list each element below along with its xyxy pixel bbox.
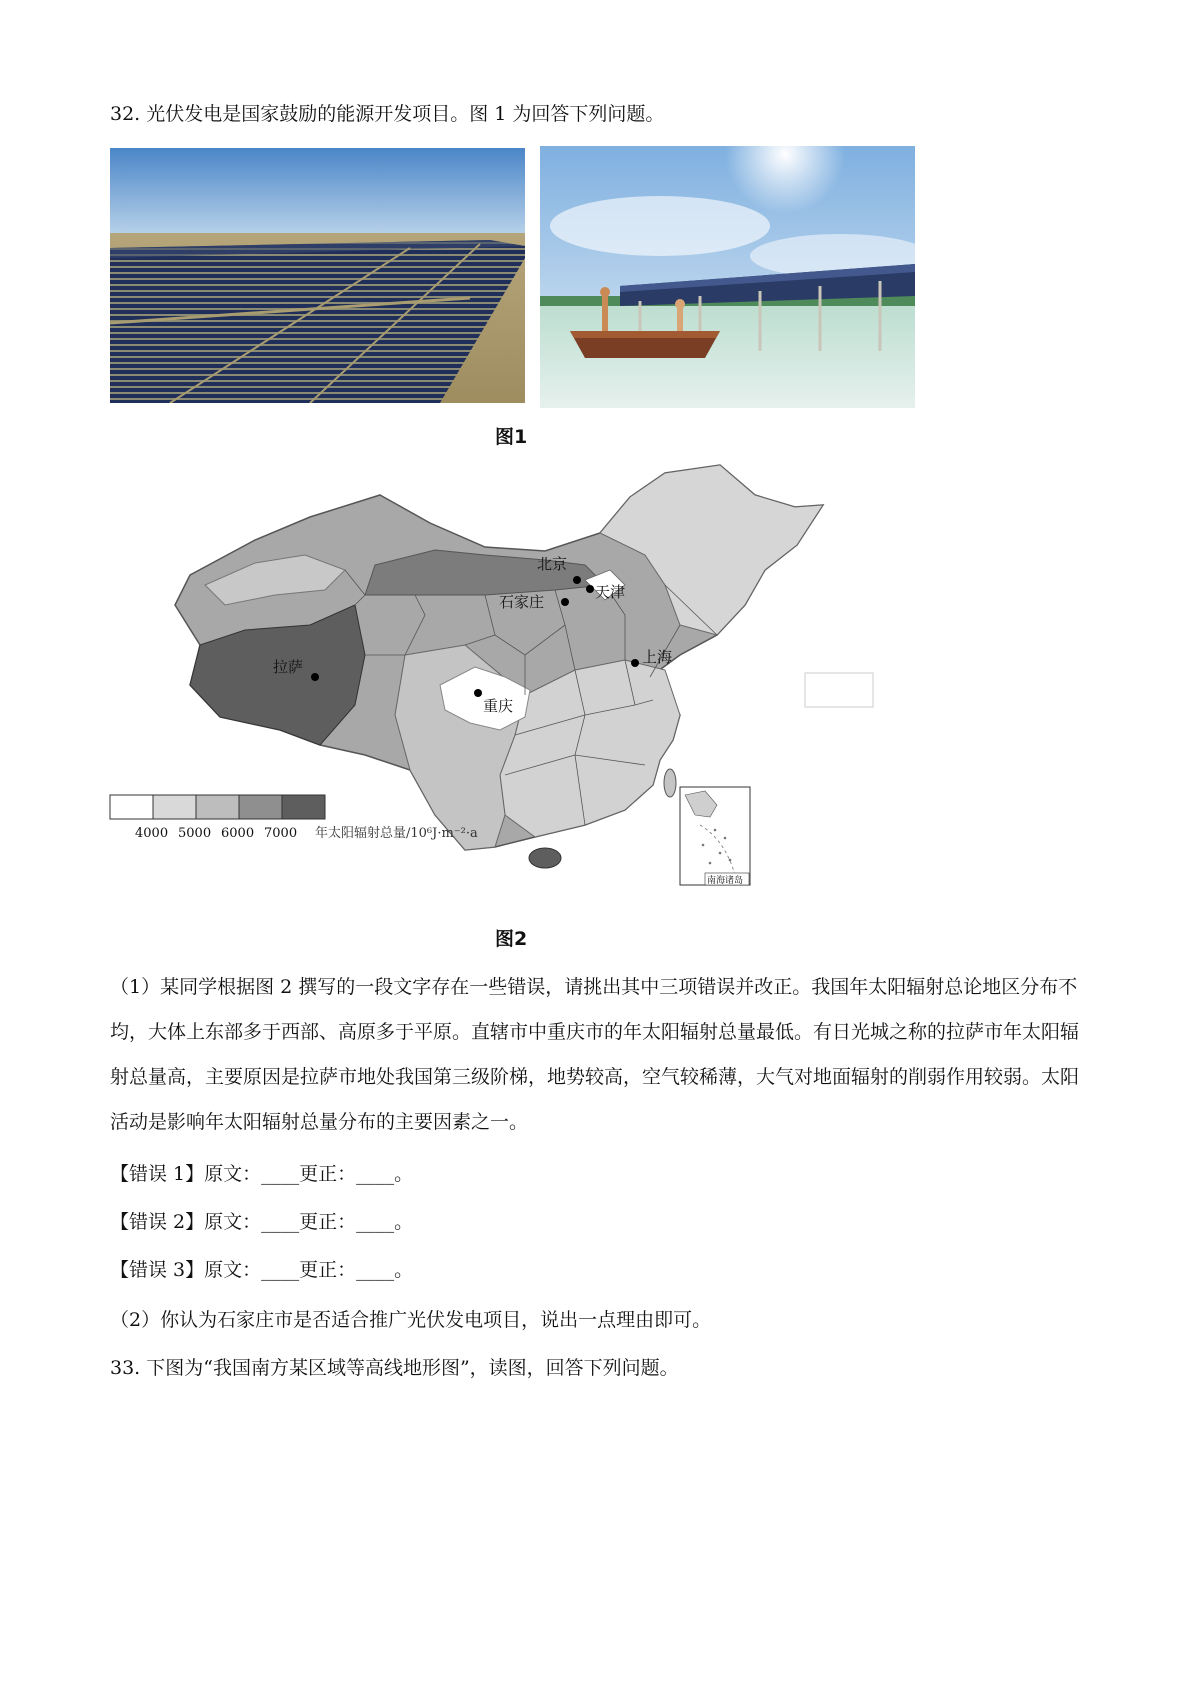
tianjin-dot bbox=[586, 585, 594, 593]
figure-1-caption: 图1 bbox=[495, 426, 528, 448]
city-label-lhasa: 拉萨 bbox=[273, 658, 304, 676]
shijiazhuang-dot bbox=[561, 598, 569, 606]
shanghai-dot bbox=[631, 659, 639, 667]
inset-label: 南海诸岛 bbox=[707, 876, 744, 886]
blank-label-box bbox=[805, 673, 873, 707]
legend-title: 年太阳辐射总量/10⁶J·m⁻²·a bbox=[315, 826, 478, 841]
city-label-chongqing: 重庆 bbox=[483, 697, 514, 715]
hainan-island bbox=[529, 848, 561, 868]
figure-2-caption: 图2 bbox=[495, 928, 528, 950]
legend-tick-5000: 5000 bbox=[178, 826, 212, 841]
error-1-line: 【错误 1】原文：____更正：____。 bbox=[110, 1163, 414, 1185]
city-label-shanghai: 上海 bbox=[642, 648, 673, 666]
south-china-sea-inset bbox=[680, 787, 750, 886]
legend-tick-4000: 4000 bbox=[135, 826, 169, 841]
legend-tick-7000: 7000 bbox=[264, 826, 298, 841]
lhasa-dot bbox=[311, 673, 319, 681]
legend-swatch-4 bbox=[239, 795, 282, 819]
fishery-solar-illustration bbox=[540, 146, 915, 408]
chongqing-dot bbox=[474, 689, 482, 697]
radiation-legend bbox=[110, 795, 478, 841]
legend-swatch-3 bbox=[196, 795, 239, 819]
part-2-text: （2）你认为石家庄市是否适合推广光伏发电项目，说出一点理由即可。 bbox=[110, 1309, 712, 1331]
city-label-beijing: 北京 bbox=[537, 555, 568, 573]
question-32-stem: 32. 光伏发电是国家鼓励的能源开发项目。图 1 为回答下列问题。 bbox=[110, 103, 665, 125]
error-3-line: 【错误 3】原文：____更正：____。 bbox=[110, 1259, 414, 1281]
taiwan-island bbox=[664, 769, 676, 797]
china-solar-radiation-map bbox=[105, 455, 915, 910]
legend-swatch-1 bbox=[110, 795, 153, 819]
city-label-shijiazhuang: 石家庄 bbox=[499, 593, 545, 611]
legend-swatch-2 bbox=[153, 795, 196, 819]
question-33-stem: 33. 下图为“我国南方某区域等高线地形图”，读图，回答下列问题。 bbox=[110, 1357, 679, 1379]
legend-tick-6000: 6000 bbox=[221, 826, 255, 841]
part-1-text: （1）某同学根据图 2 撰写的一段文字存在一些错误，请挑出其中三项错误并改正。我国年太阳辐射总论地区分布不均，大体上东部多于西部、高原多于平原。直辖市中重庆市的年太阳辐射总量最低。有日光城之称的拉萨市年太阳辐射总量高，主要原因是拉萨市地处我国第三级阶梯，地势较高，空气较稀薄，大气对地面辐射的削弱作用较弱。太阳活动是影响年太阳辐射总量分布的主要因素之一。 bbox=[110, 976, 1080, 1133]
city-label-tianjin: 天津 bbox=[595, 583, 626, 601]
beijing-dot bbox=[573, 576, 581, 584]
error-2-line: 【错误 2】原文：____更正：____。 bbox=[110, 1211, 414, 1233]
solar-farm-photo bbox=[110, 148, 525, 403]
legend-swatch-5 bbox=[282, 795, 325, 819]
fishery-solar-photo bbox=[540, 146, 915, 408]
solar-farm-illustration bbox=[110, 148, 525, 403]
